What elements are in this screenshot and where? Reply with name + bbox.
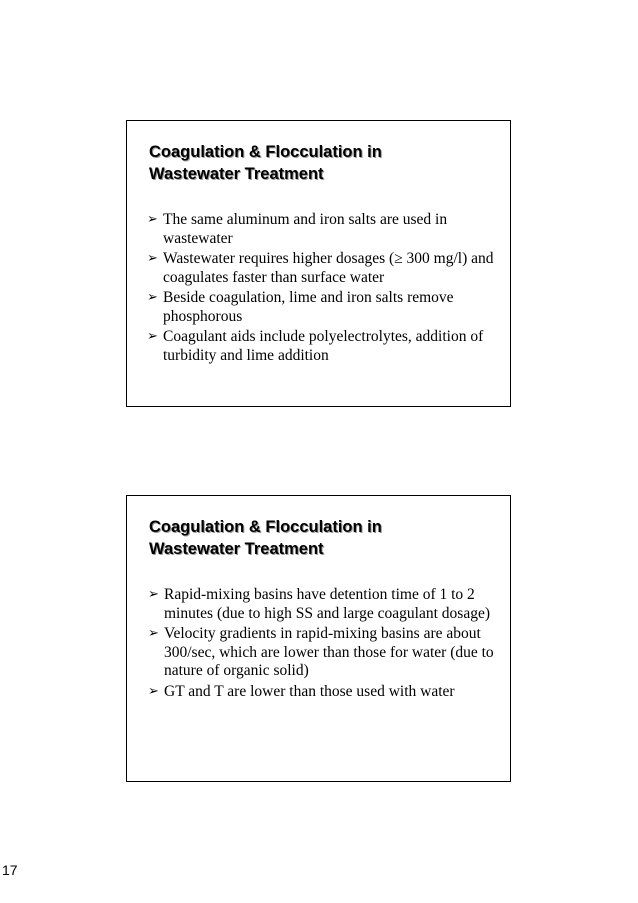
- bullet-text: Coagulant aids include polyelectrolytes, addition of turbidity and lime addition: [163, 328, 484, 364]
- arrow-bullet-icon: ➢: [147, 212, 158, 227]
- arrow-bullet-icon: ➢: [147, 251, 158, 266]
- bullet-text: Velocity gradients in rapid-mixing basins are about 300/sec, which are lower than those for water (due to nature of organic solid): [164, 625, 494, 679]
- arrow-bullet-icon: ➢: [148, 683, 159, 699]
- slide-title-line-2: Wastewater Treatment: [149, 540, 324, 558]
- bullet-item: [148, 625, 502, 681]
- slide-title-line-2: Wastewater Treatment: [149, 165, 324, 183]
- slide-title: [149, 141, 382, 185]
- slide-2: [126, 495, 511, 782]
- bullet-text: Wastewater requires higher dosages (≥ 300 mg/l) and coagulates faster than surface water: [163, 250, 494, 286]
- slide-title: [149, 516, 382, 560]
- slide-title-line-1: Coagulation & Flocculation in: [149, 518, 382, 536]
- arrow-bullet-icon: ➢: [148, 587, 159, 602]
- bullet-item: [148, 586, 502, 623]
- page-number: 17: [2, 862, 18, 878]
- bullet-item: [147, 211, 502, 248]
- bullet-text: GT and T are lower than those used with water: [164, 682, 455, 700]
- arrow-bullet-icon: ➢: [148, 626, 159, 641]
- bullet-list: [147, 211, 502, 367]
- bullet-item: [147, 289, 502, 326]
- bullet-item: [147, 250, 502, 287]
- bullet-text: Rapid-mixing basins have detention time of 1 to 2 minutes (due to high SS and large coagulant dosage): [164, 586, 491, 622]
- bullet-text: The same aluminum and iron salts are used in wastewater: [163, 211, 448, 247]
- slide-title-line-1: Coagulation & Flocculation in: [149, 143, 382, 161]
- bullet-item: [148, 683, 502, 702]
- bullet-text: Beside coagulation, lime and iron salts remove phosphorous: [163, 289, 454, 325]
- bullet-list: [148, 586, 502, 703]
- arrow-bullet-icon: ➢: [147, 290, 158, 305]
- slide-1: [126, 120, 511, 407]
- arrow-bullet-icon: ➢: [147, 329, 158, 344]
- bullet-item: [147, 328, 502, 365]
